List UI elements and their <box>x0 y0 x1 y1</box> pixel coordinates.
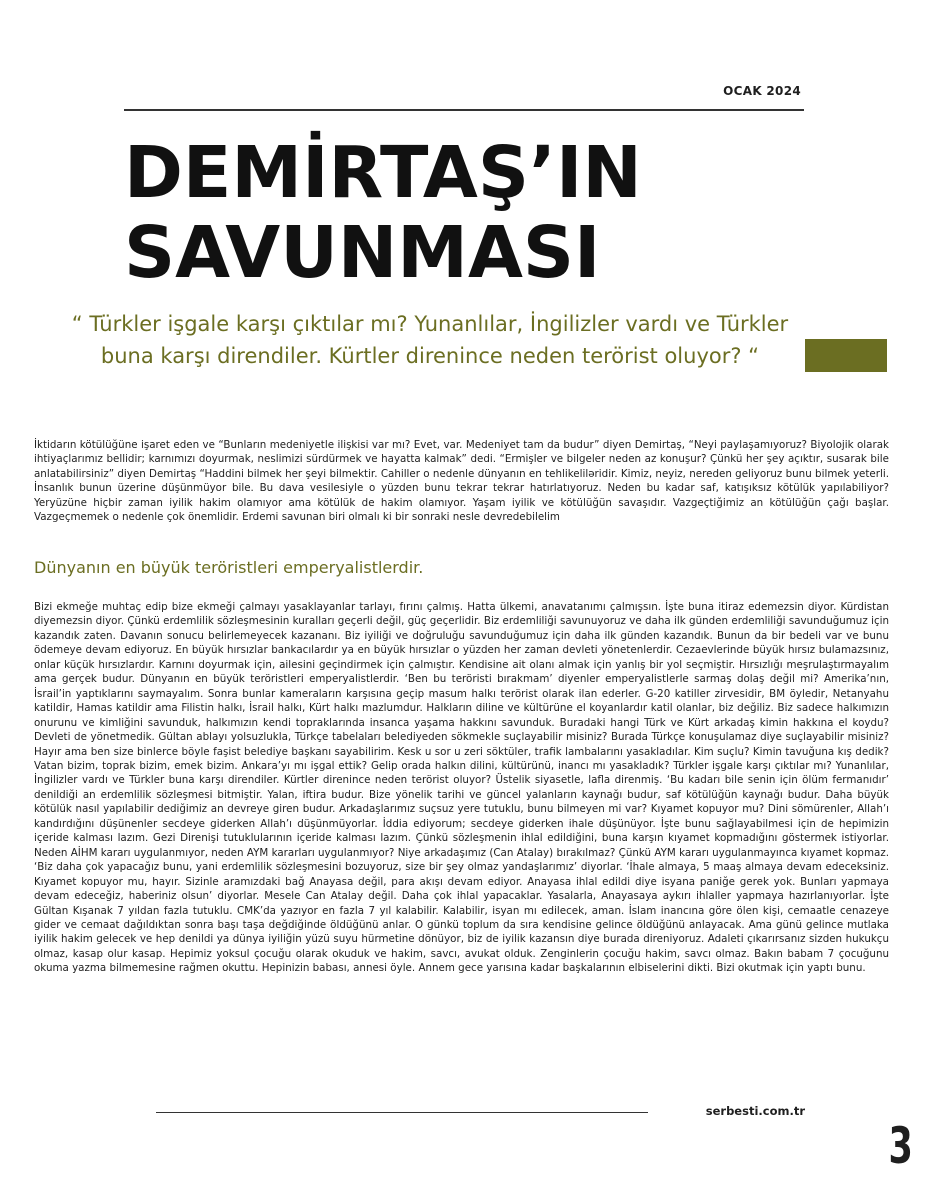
body-paragraph: Bizi ekmeğe muhtaç edip bize ekmeği çalmayı yasaklayanlar tarlayı, fırını çalmış. Hatta ülkemi, anavatanımı çalmışsın. İşte buna itiraz edemezsin diyor. Kürdistan diyemezsin diyor. Çünkü erdemlilik sözleşmesinin kuralları geçerli değil, güç geçerlidir. Biz erdemliliği savunuyoruz ve daha ilk günden erdemliliği savunduğumuz için kazandık zaten. Davanın sonucu belirlemeyecek kazananı. Biz iyiliği ve doğruluğu savunduğumuz için daha ilk günden kazandık. Bunun da bir bedeli var ve bunu ödemeye devam ediyoruz. En büyük hırsızlar bankacılardır ya en büyük hırsızlar o yüzden her zaman devleti yönetenlerdir. Cezaevlerinde büyük hırsız bulamazsınız, onlar küçük hırsızlardır. Karnını doyurmak için, ailesini geçindirmek için çalmıştır. Kendisine ait olanı almak için yanlış bir yol seçmiştir. Hırsızlığı meşrulaştırmayalım ama gerçek budur. Dünyanın en büyük teröristleri emperyalistlerdir. ‘Ben bu teröristi bırakmam’ diyenler emperyalistlerle sarmaş dolaş değil mi? Amerika’nın, İsrail’in yaptıklarını saymayalım. Sonra bunlar kameraların karşısına geçip masum halkı terörist olarak ilan ederler. G-20 katiller zirvesidir, BM öyledir, Netanyahu katildir, Hamas katildir ama Filistin halkı, İsrail halkı, Kürt halkı mazlumdur. Halkların diline ve kültürüne el koyanlardır katil olanlar, biz değiliz. Biz sadece halkımızın onurunu ve kimliğini savunduk, halkımızın kendi topraklarında insanca yaşama hakkını savunduk. Buradaki hangi Türk ve Kürt arkadaş kimin hakkına el koydu? Devleti de yönetmedik. Gültan ablayı yolsuzlukla, Türkçe tabelaları belediyeden sökmekle suçlayabilir misiniz? Burada Türkçe konuşulamaz diye suçlayabilir misiniz? Hayır ama ben size binlerce böyle faşist belediye başkanı sayabilirim. Kesk u sor u zeri söktüler, trafik lambalarını yasakladılar. Kim suçlu? Kimin tavuğuna kış dedik? Vatan bizim, toprak bizim, emek bizim. Ankara’yı mı işgal ettik? Gelip orada halkın dilini, kültürünü, inancı mı yasakladık? Türkler işgale karşı çıktılar mı? Yunanlılar, İngilizler vardı ve Türkler buna karşı direndiler. Kürtler direnince neden terörist oluyor? Üstelik siyasetle, lafla direnmiş. ‘Bu kadarı bile senin için ölüm fermanıdır’ denildiği an erdemlilik sözleşmesi bitmiştir. Yalan, iftira budur. Bize yönelik tarihi ve güncel yalanların kaynağı budur, saf kötülüğün kaynağı budur. Daha büyük kötülük nasıl yapılabilir dediğimiz an devreye giren budur. Arkadaşlarımız suçsuz yere tutuklu, bunu bilmeyen mi var? Kıyamet kopuyor mu? Dini sömürenler, Allah’ı kandırdığını düşünenler secdeye giderken Allah’ı düşünmüyorlar. İddia ediyorum; secdeye giderken ihale düşünüyor. İşte bunu sağlayabilmesi için de hepimizin içeride kalması lazım. Gezi Direnişi tutuklularının içeride kalması lazım. Çünkü sözleşmenin ihlal edildiğini, buna karşın kıyamet kopmadığını göstermek istiyorlar. Neden AİHM kararı uygulanmıyor, neden AYM kararları uygulanmıyor? Niye arkadaşımız (Can Atalay) bırakılmaz? Çünkü AYM kararı uygulanmayınca kıyamet kopmaz. ‘Biz daha çok yapacağız bunu, yani erdemlilik sözleşmesini bozuyoruz, size bir şey olmaz yandaşlarımız’ diyorlar. ‘İhale almaya, 5 maaş almaya devam edeceksiniz. Kıyamet kopuyor mu, hayır. Sizinle aramızdaki bağ Anayasa değil, para akışı devam ediyor. Anayasa ihlal edildi diye isyana paniğe gerek yok. Bunları yapmaya devam edeceğiz, haberiniz olsun’ diyorlar. Mesele Can Atalay değil. Daha çok ihlal yapacaklar. Yasalarla, Anayasaya aykırı ihlaller yapmaya hazırlanıyorlar. İşte Gültan Kışanak 7 yıldan fazla tutuklu. CMK’da yazıyor en fazla 7 yıl kalabilir. Kalabilir, isyan mı edilecek, aman. İslam inancına göre ölen kişi, cemaatle cenazeye gider ve cemaat dağıldıktan sonra başı taşa değdiğinde öldüğünü anlar. O günkü toplum da sıra kendisine gelince öldüğünü anlayacak. Ama günü gelince mutlaka iyilik hakim gelecek ve hep denildi ya dünya iyiliğin yüzü suyu hürmetine dönüyor, biz de iyilik kazansın diye burada direniyoruz. Adaleti çıkarırsanız sizden hukukçu olmaz, kasap olur kasap. Hepimiz yoksul çocuğu olarak okuduk ve hakim, savcı, avukat olduk. Zenginlerin çocuğu hakim, savcı olmaz. Bakın babam 7 çocuğunu okuma yazma bilmemesine rağmen okuttu. Hepinizin babası, annesi öyle. Annem gece yarısına kadar başkalarının elbiselerini dikti. Bizi okutmak için yaptı bunu. <box>34 601 889 975</box>
pull-quote: “ Türkler işgale karşı çıktılar mı? Yunanlılar, İngilizler vardı ve Türkler buna karşı direndiler. Kürtler direnince neden terörist oluyor? “ <box>71 312 789 368</box>
title-line-1: DEMİRTAŞ’IN <box>124 131 642 214</box>
intro-paragraph: İktidarın kötülüğüne işaret eden ve “Bunların medeniyetle ilişkisi var mı? Evet, var. Medeniyet tam da budur” diyen Demirtaş, “Neyi paylaşamıyoruz? Biyolojik olarak ihtiyaçlarımız bellidir; karnımızı doyurmak, neslimizi sürdürmek ve hayatta kalmak” dedi. “Ermişler ve bilgeler neden az konuşur? Çünkü her şey açıktır, susarak bile anlatabilirsiniz” diyen Demirtaş “Haddini bilmek her şeyi bilmektir. Cahiller o nedenle dünyanın en tehlikeliləridir. Kimiz, neyiz, nereden geliyoruz bunu bilmek yeterli. İnsanlık bunun üzerine düşünmüyor bile. Bu dava vesilesiyle o yüzden bunu tekrar tekrar hatırlatıyoruz. Neden bu kadar saf, katışıksız kötülük yapılabiliyor? Yeryüzüne hiçbir zaman iyilik hakim olamıyor ama kötülük de hakim olamıyor. Yaşam iyilik ve kötülüğün savaşıdır. Vazgeçtiğimiz an kötülüğün çağı başlar. Vazgeçmemek o nedenle çok önemlidir. Erdemi savunan biri olmalı ki bir sonraki nesle devredebilelim <box>34 439 889 524</box>
page-number: 3 <box>888 1117 913 1175</box>
section-heading: Dünyanın en büyük teröristleri emperyalistlerdir. <box>34 558 424 577</box>
article-title <box>124 133 642 293</box>
accent-bar <box>805 339 887 372</box>
top-divider <box>124 109 804 111</box>
website-link[interactable]: serbesti.com.tr <box>705 1104 805 1118</box>
issue-date: OCAK 2024 <box>723 84 801 98</box>
bottom-divider <box>156 1112 648 1113</box>
title-line-2: SAVUNMASI <box>124 211 601 294</box>
